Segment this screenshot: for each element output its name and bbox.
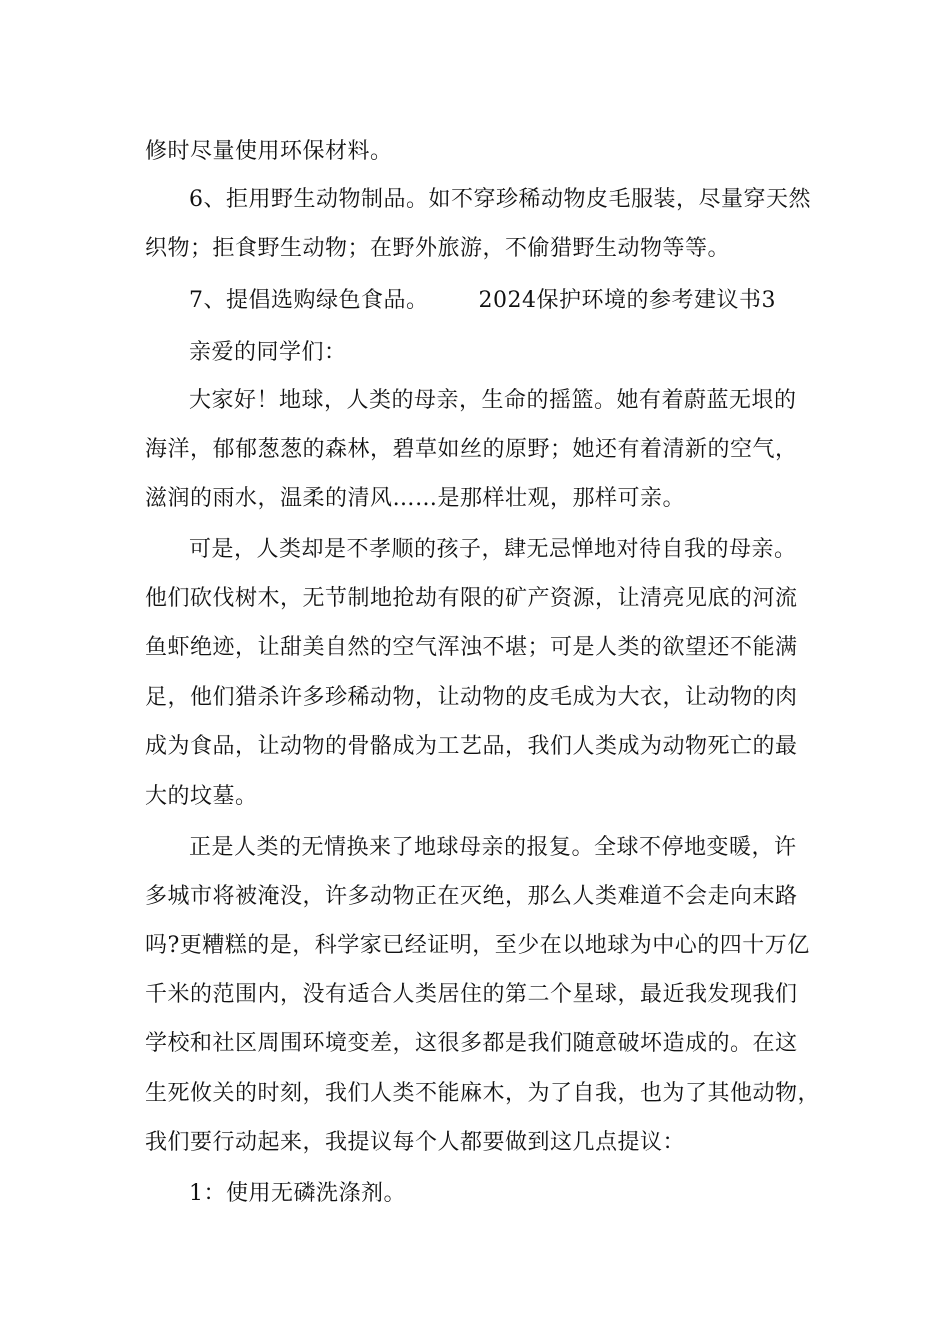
text-line: 修时尽量使用环保材料。 — [145, 139, 393, 164]
text-line: 大家好！地球，人类的母亲，生命的摇篮。她有着蔚蓝无垠的 — [189, 388, 797, 413]
text-line: 我们要行动起来，我提议每个人都要做到这几点提议： — [145, 1130, 686, 1155]
text-line: 千米的范围内，没有适合人类居住的第二个星球，最近我发现我们 — [145, 982, 798, 1007]
text-line: 滋润的雨水，温柔的清风……是那样壮观，那样可亲。 — [145, 486, 686, 511]
text-line: 多城市将被淹没，许多动物正在灭绝，那么人类难道不会走向末路 — [145, 884, 798, 909]
text-line: 鱼虾绝迹，让甜美自然的空气浑浊不堪；可是人类的欲望还不能满 — [145, 635, 798, 660]
text-line: 可是，人类却是不孝顺的孩子，肆无忌惮地对待自我的母亲。 — [189, 537, 797, 562]
text-line: 成为食品，让动物的骨骼成为工艺品，我们人类成为动物死亡的最 — [145, 734, 798, 759]
text-line: 吗?更糟糕的是，科学家已经证明，至少在以地球为中心的四十万亿 — [145, 933, 810, 958]
text-line: 正是人类的无情换来了地球母亲的报复。全球不停地变暖，许 — [189, 835, 797, 860]
text-line: 他们砍伐树木，无节制地抢劫有限的矿产资源，让清亮见底的河流 — [145, 586, 798, 611]
text-line: 足，他们猎杀许多珍稀动物，让动物的皮毛成为大衣，让动物的肉 — [145, 685, 798, 710]
section-heading: 2024保护环境的参考建议书3 — [478, 288, 776, 313]
text-line — [189, 287, 776, 315]
salutation: 亲爱的同学们： — [189, 340, 347, 365]
text-line: 大的坟墓。 — [145, 784, 258, 809]
text-line: 海洋，郁郁葱葱的森林，碧草如丝的原野；她还有着清新的空气， — [145, 437, 798, 462]
text-line: 生死攸关的时刻，我们人类不能麻木，为了自我，也为了其他动物， — [145, 1081, 821, 1106]
list-item-text: 7、提倡选购绿色食品。 — [189, 288, 429, 313]
text-line: 学校和社区周围环境变差，这很多都是我们随意破坏造成的。在这 — [145, 1031, 798, 1056]
text-line: 织物；拒食野生动物；在野外旅游，不偷猎野生动物等等。 — [145, 236, 731, 261]
text-line: 1：使用无磷洗涤剂。 — [189, 1181, 406, 1206]
text-line: 6、拒用野生动物制品。如不穿珍稀动物皮毛服装，尽量穿天然 — [189, 187, 811, 212]
